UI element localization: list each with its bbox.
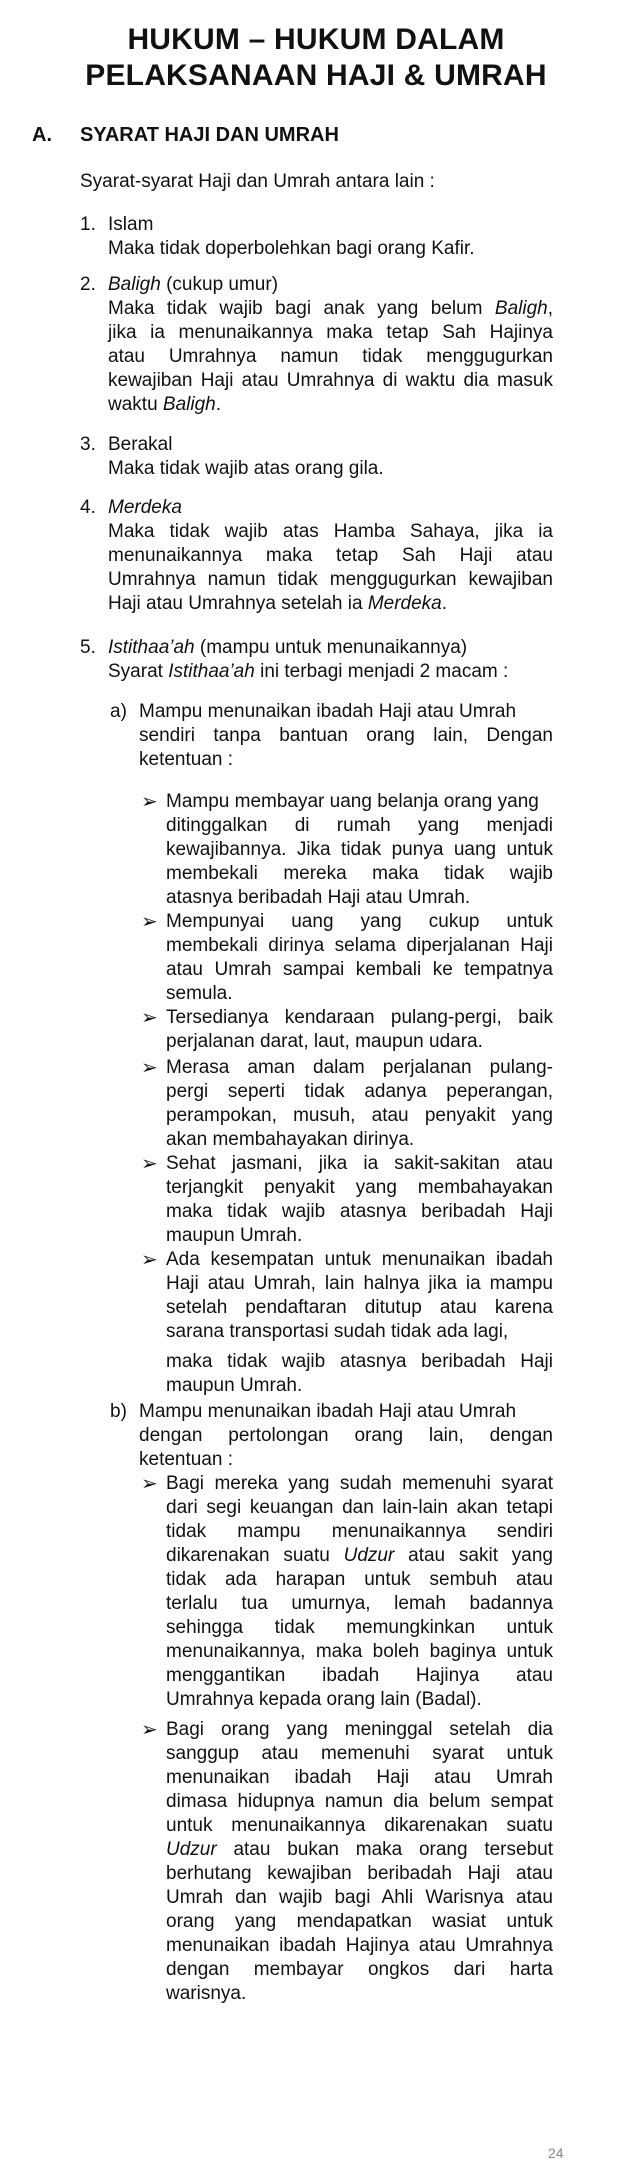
bullet-item: Bagi orang yang meninggal setelah dia sanggup atau memenuhi syarat untuk menunaikan ibadah Haji atau Umrah dimasa hidupnya namun dia belum sempat untuk menunaikannya dikarenakan suatu Udzur atau bukan maka orang tersebut berhutang kewajiban beribadah Haji atau Umrah dan wajib bagi Ahli Warisnya atau orang yang mendapatkan wasiat untuk menunaikan ibadah Hajinya atau Umrahnya dengan membayar ongkos dari harta warisnya. xyxy=(166,1719,553,2004)
item-number: 3. xyxy=(80,434,96,455)
section-heading: SYARAT HAJI DAN UMRAH xyxy=(80,124,339,146)
sub-item-a: Mampu menunaikan ibadah Haji atau Umrah sendiri tanpa bantuan orang lain, Dengan ketentuan : xyxy=(139,701,553,770)
list-item-merdeka: Merdeka Maka tidak wajib atas Hamba Sahaya, jika ia menunaikannya maka tetap Sah Haji atau Umrahnya namun tidak menggugurkan kewajiban Haji atau Umrahnya setelah ia Merdeka. xyxy=(108,497,553,614)
list-item-berakal: Berakal Maka tidak wajib atas orang gila. xyxy=(108,434,384,479)
bullet-item: Mempunyai uang yang cukup untuk membekali dirinya selama diperjalanan Haji atau Umrah sampai kembali ke tempatnya semula. xyxy=(166,911,553,1004)
bullet-item: Tersedianya kendaraan pulang-pergi, baik perjalanan darat, laut, maupun udara. xyxy=(166,1007,553,1052)
sub-item-marker: b) xyxy=(110,1401,127,1422)
list-item-baligh: Baligh (cukup umur) Maka tidak wajib bagi anak yang belum Baligh, jika ia menunaikannya maka tetap Sah Hajinya atau Umrahnya namun tidak menggugurkan kewajiban Haji atau Umrahnya di waktu dia masuk waktu Baligh. xyxy=(108,274,553,415)
intro-text: Syarat-syarat Haji dan Umrah antara lain : xyxy=(80,171,435,192)
bullet-item: Sehat jasmani, jika ia sakit-sakitan atau terjangkit penyakit yang membahayakan maka tidak wajib atasnya beribadah Haji maupun Umrah. xyxy=(166,1153,553,1246)
arrow-bullet-icon: ➢ xyxy=(141,791,158,813)
title-line-2: PELAKSANAAN HAJI & UMRAH xyxy=(85,59,547,92)
section-letter: A. xyxy=(32,124,52,146)
bullet-item: Mampu membayar uang belanja orang yang ditinggalkan di rumah yang menjadi kewajibannya. Jika tidak punya uang untuk membekali mereka maka tidak wajib atasnya beribadah Haji atau Umrah. xyxy=(166,791,553,908)
item-number: 5. xyxy=(80,637,96,658)
item-number: 1. xyxy=(80,214,96,235)
title-line-1: HUKUM – HUKUM DALAM xyxy=(127,23,505,56)
list-item-istithaah: Istithaa’ah (mampu untuk menunaikannya) Syarat Istithaa’ah ini terbagi menjadi 2 macam : xyxy=(108,637,509,682)
sub-item-b: Mampu menunaikan ibadah Haji atau Umrah dengan pertolongan orang lain, dengan ketentuan : xyxy=(139,1401,553,1470)
arrow-bullet-icon: ➢ xyxy=(141,911,158,933)
arrow-bullet-icon: ➢ xyxy=(141,1153,158,1175)
item-number: 4. xyxy=(80,497,96,518)
list-item-islam: Islam Maka tidak doperbolehkan bagi orang Kafir. xyxy=(108,214,475,259)
arrow-bullet-icon: ➢ xyxy=(141,1057,158,1079)
page-title xyxy=(0,22,632,94)
sub-item-marker: a) xyxy=(110,701,127,722)
bullet-item: Bagi mereka yang sudah memenuhi syarat dari segi keuangan dan lain-lain akan tetapi tidak mampu menunaikannya sendiri dikarenakan suatu Udzur atau sakit yang tidak ada harapan untuk sembuh atau terlalu tua umurnya, lemah badannya sehingga tidak memungkinkan untuk menunaikannya, maka boleh baginya untuk menggantikan ibadah Hajinya atau Umrahnya kepada orang lain (Badal). xyxy=(166,1473,553,1710)
bullet-item: Ada kesempatan untuk menunaikan ibadah Haji atau Umrah, lain halnya jika ia mampu setelah pendaftaran ditutup atau karena sarana transportasi sudah tidak ada lagi, maka tidak wajib atasnya beribadah Haji maupun Umrah. xyxy=(166,1249,553,1396)
page-number: 24 xyxy=(548,2145,564,2161)
item-number: 2. xyxy=(80,274,96,295)
arrow-bullet-icon: ➢ xyxy=(141,1473,158,1495)
bullet-item: Merasa aman dalam perjalanan pulang- pergi seperti tidak adanya peperangan, perampokan, musuh, atau penyakit yang akan membahayakan dirinya. xyxy=(166,1057,553,1150)
arrow-bullet-icon: ➢ xyxy=(141,1249,158,1271)
arrow-bullet-icon: ➢ xyxy=(141,1719,158,1741)
arrow-bullet-icon: ➢ xyxy=(141,1007,158,1029)
